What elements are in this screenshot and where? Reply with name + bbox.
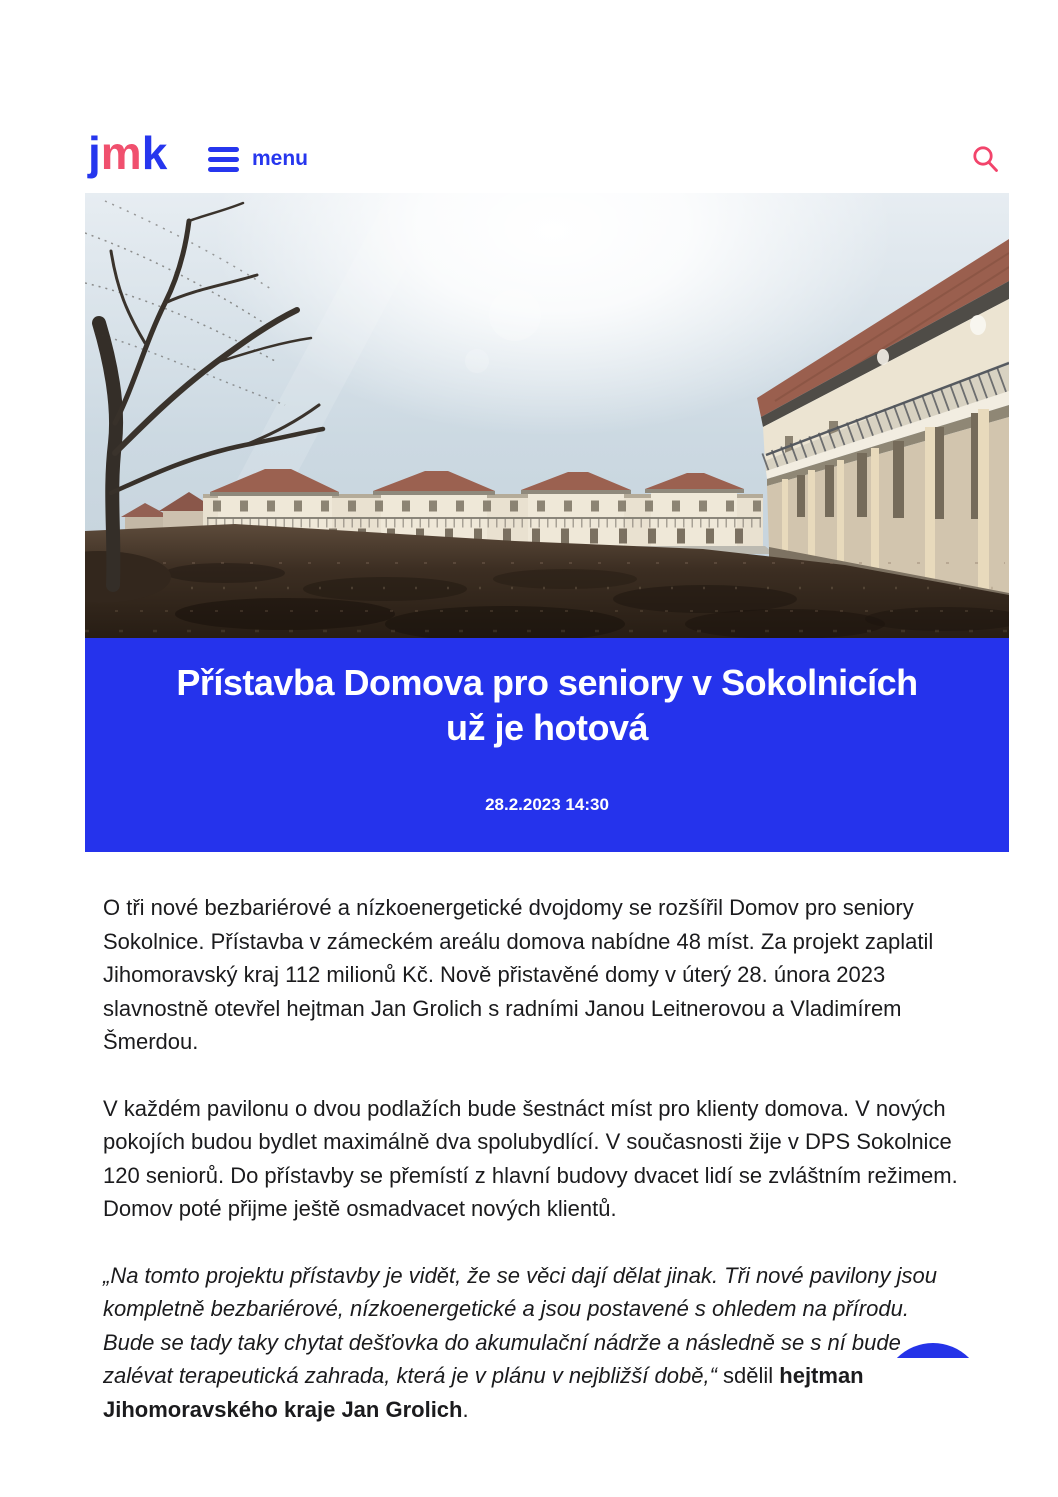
menu-button-label: menu (252, 147, 309, 170)
logo-letter-m: m (100, 127, 142, 179)
paragraph-quote (103, 1259, 961, 1427)
publish-date: 28.2.2023 14:30 (485, 795, 609, 814)
hero-image (85, 193, 1009, 638)
search-icon (970, 144, 1000, 174)
article-body (103, 891, 961, 1426)
page-title (85, 660, 1009, 750)
floating-action-button-partial[interactable] (897, 1343, 969, 1358)
logo-letter-k: k (141, 127, 168, 179)
search-button[interactable] (967, 141, 1003, 177)
menu-button[interactable] (208, 146, 308, 172)
article-header-banner (85, 638, 1009, 852)
jmk-logo[interactable] (88, 127, 168, 179)
quote-speaker: hejtman Jihomoravského kraje Jan Grolich (103, 1363, 864, 1422)
hero-photo-illustration (85, 193, 1009, 638)
quote-attribution: sdělil (716, 1363, 780, 1388)
page-title-line-2: už je hotová (445, 707, 649, 748)
hamburger-icon (208, 147, 239, 172)
logo-letter-j: j (88, 127, 101, 179)
page-title-line-1: Přístavba Domova pro seniory v Sokolnicích (176, 662, 918, 703)
paragraph-1: O tři nové bezbariérové a nízkoenergetické dvojdomy se rozšířil Domov pro seniory Sokolnice. Přístavba v zámeckém areálu domova nabídne 48 míst. Za projekt zaplatil Jihomoravský kraj 112 milionů Kč. Nově přistavěné domy v úterý 28. února 2023 slavnostně otevřel hejtman Jan Grolich s radními Janou Leitnerovou a Vladimírem Šmerdou. (103, 895, 934, 1054)
quote-suffix: . (462, 1396, 469, 1422)
paragraph-2: V každém pavilonu o dvou podlažích bude šestnáct míst pro klienty domova. V nových pokojích budou bydlet maximálně dva spolubydlící. V současnosti žije v DPS Sokolnice 120 seniorů. Do přístavby se přemístí z hlavní budovy dvacet lidí se zvláštním režimem. Domov poté přijme ještě osmadvacet nových klientů. (103, 1095, 958, 1221)
floating-action-button-circle (897, 1343, 969, 1358)
quote-text: „Na tomto projektu přístavby je vidět, že se věci dají dělat jinak. Tři nové pavilony jsou kompletně bezbariérové, nízkoenergetické a jsou postavené s ohledem na přírodu. Bude se tady taky chytat dešťovka do akumulační nádrže a následně se s ní bude zalévat terapeutická zahrada, která je v plánu v nejbližší době,“ (103, 1262, 937, 1388)
